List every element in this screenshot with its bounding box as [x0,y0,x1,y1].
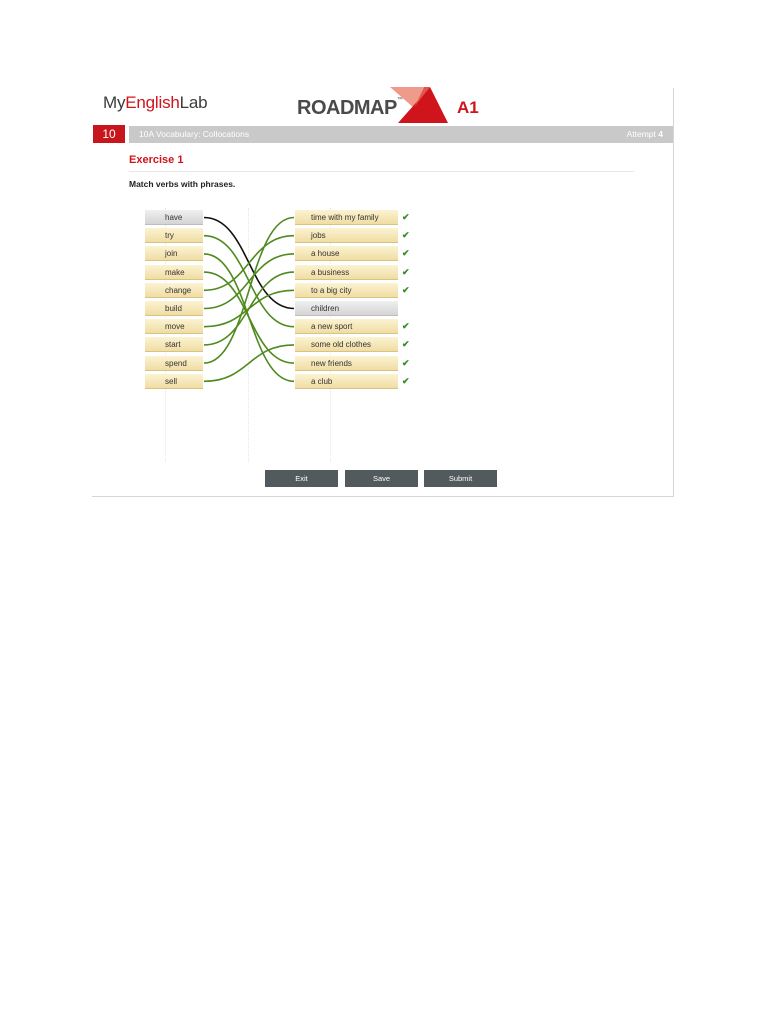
connection-line-start [204,272,294,345]
phrase-item-a-club[interactable]: a club [295,374,398,389]
verb-item-start[interactable]: start [145,337,203,352]
check-icon: ✔ [402,357,410,368]
check-icon: ✔ [402,266,410,277]
exercise-title: Exercise 1 [129,154,184,166]
course-logo-text: ROADMAP™ [297,97,403,119]
verb-item-build[interactable]: build [145,301,203,316]
unit-number: 10 [93,125,125,143]
phrase-item-new-friends[interactable]: new friends [295,356,398,371]
check-icon: ✔ [402,230,410,241]
phrase-item-a-house[interactable]: a house [295,246,398,261]
phrase-item-some-old-clothes[interactable]: some old clothes [295,337,398,352]
phrase-item-a-new-sport[interactable]: a new sport [295,319,398,334]
unit-title: 10A Vocabulary: Collocations [139,129,250,139]
exit-button[interactable]: Exit [265,470,338,487]
verb-item-spend[interactable]: spend [145,356,203,371]
verb-item-move[interactable]: move [145,319,203,334]
verb-item-sell[interactable]: sell [145,374,203,389]
phrase-item-jobs[interactable]: jobs [295,228,398,243]
verb-item-try[interactable]: try [145,228,203,243]
check-icon: ✔ [402,284,410,295]
course-level: A1 [457,98,479,117]
attempt-counter: Attempt 4 [626,129,663,139]
phrase-item-children[interactable]: children [295,301,398,316]
save-button[interactable]: Save [345,470,418,487]
verb-item-make[interactable]: make [145,265,203,280]
phrase-item-time-with-my-family[interactable]: time with my family [295,210,398,225]
exercise-instruction: Match verbs with phrases. [129,179,236,189]
verb-item-join[interactable]: join [145,246,203,261]
check-icon: ✔ [402,321,410,332]
verb-item-have[interactable]: have [145,210,203,225]
check-icon: ✔ [402,375,410,386]
phrase-item-a-business[interactable]: a business [295,265,398,280]
connection-line-make [204,272,294,363]
myenglishlab-logo: MyEnglishLab [103,93,208,112]
check-icon: ✔ [402,339,410,350]
verb-item-change[interactable]: change [145,283,203,298]
submit-button[interactable]: Submit [424,470,497,487]
phrase-item-to-a-big-city[interactable]: to a big city [295,283,398,298]
check-icon: ✔ [402,212,410,222]
check-icon: ✔ [402,248,410,259]
